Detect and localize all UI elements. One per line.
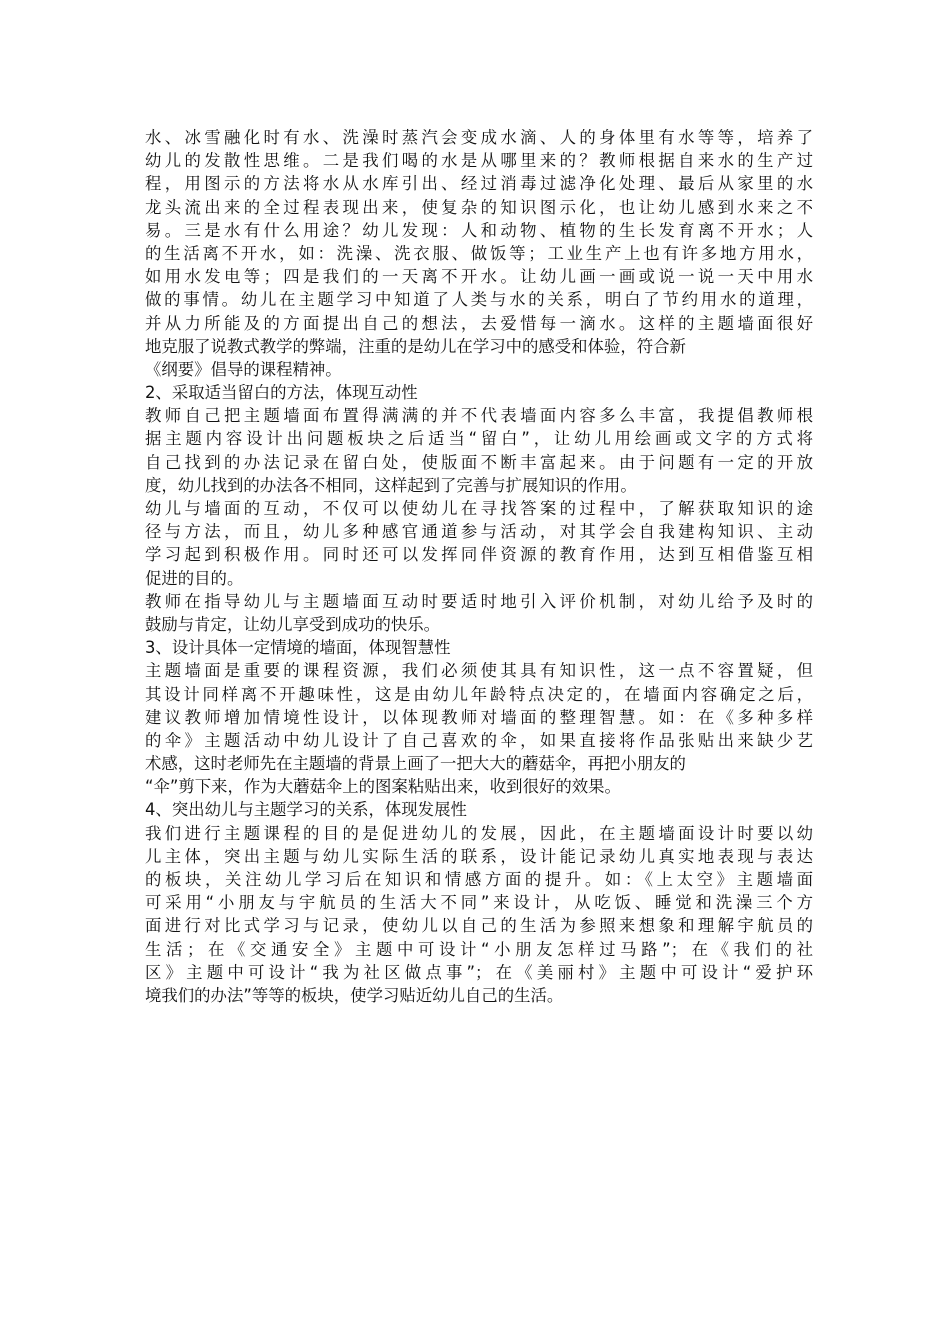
text-line: 自己找到的办法记录在留白处，使版面不断丰富起来。由于问题有一定的开放: [145, 452, 813, 472]
text-line: 水、冰雪融化时有水、洗澡时蒸汽会变成水滴、人的身体里有水等等，培养了: [145, 128, 813, 147]
text-line: 的生活离不开水，如：洗澡、洗衣服、做饭等；工业生产上也有许多地方用水，: [145, 243, 813, 263]
text-line: 3、设计具体一定情境的墙面，体现智慧性: [145, 638, 451, 658]
text-line: 程，用图示的方法将水从水库引出、经过消毒过滤净化处理、最后从家里的水: [145, 174, 813, 194]
text-line: 径与方法，而且，幼儿多种感官通道参与活动，对其学会自我建构知识、主动: [145, 522, 813, 542]
text-line: 面进行对比式学习与记录，使幼儿以自己的生活为参照来想象和理解宇航员的: [145, 916, 813, 936]
text-line: 的伞》主题活动中幼儿设计了自己喜欢的伞，如果直接将作品张贴出来缺少艺: [145, 730, 813, 750]
text-line: 做的事情。幼儿在主题学习中知道了人类与水的关系，明白了节约用水的道理，: [145, 290, 813, 310]
text-line: 《纲要》倡导的课程精神。: [145, 359, 342, 379]
text-line: 学习起到积极作用。同时还可以发挥同伴资源的教育作用，达到互相借鉴互相: [145, 545, 813, 565]
text-line: 度，幼儿找到的办法各不相同，这样起到了完善与扩展知识的作用。: [145, 475, 637, 495]
document-body: [145, 126, 813, 1007]
text-line: 鼓励与肯定，让幼儿享受到成功的快乐。: [145, 614, 441, 634]
text-line: 易。三是水有什么用途？幼儿发现：人和动物、植物的生长发育离不开水；人: [145, 220, 813, 240]
text-line: 2、采取适当留白的方法，体现互动性: [145, 383, 418, 403]
text-line: 生活；在《交通安全》主题中可设计“小朋友怎样过马路”；在《我们的社: [145, 939, 813, 959]
text-line: 主题墙面是重要的课程资源，我们必须使其具有知识性，这一点不容置疑，但: [145, 661, 813, 681]
text-line: 促进的目的。: [145, 568, 244, 588]
text-line: 的板块，关注幼儿学习后在知识和情感方面的提升。如：《上太空》主题墙面: [145, 870, 813, 889]
text-line: 境我们的办法”等等的板块，使学习贴近幼儿自己的生活。: [145, 985, 564, 1005]
text-line: 龙头流出来的全过程表现出来，使复杂的知识图示化，也让幼儿感到水来之不: [145, 197, 813, 217]
text-line: 建议教师增加情境性设计，以体现教师对墙面的整理智慧。如：在《多种多样: [145, 707, 813, 727]
text-line: 幼儿的发散性思维。二是我们喝的水是从哪里来的？教师根据自来水的生产过: [145, 151, 813, 171]
text-line: 可采用“小朋友与宇航员的生活大不同”来设计，从吃饭、睡觉和洗澡三个方: [145, 893, 813, 913]
text-line: 我们进行主题课程的目的是促进幼儿的发展，因此，在主题墙面设计时要以幼: [145, 823, 813, 843]
text-line: 如用水发电等；四是我们的一天离不开水。让幼儿画一画或说一说一天中用水: [145, 267, 813, 287]
text-line: 并从力所能及的方面提出自己的想法，去爱惜每一滴水。这样的主题墙面很好: [145, 313, 813, 333]
text-line: 教师自己把主题墙面布置得满满的并不代表墙面内容多么丰富，我提倡教师根: [145, 406, 813, 426]
text-line: 术感，这时老师先在主题墙的背景上画了一把大大的蘑菇伞，再把小朋友的: [145, 754, 686, 774]
text-line: 4、突出幼儿与主题学习的关系，体现发展性: [145, 800, 467, 820]
text-line: “伞”剪下来，作为大蘑菇伞上的图案粘贴出来，收到很好的效果。: [145, 777, 621, 797]
text-line: 地克服了说教式教学的弊端，注重的是幼儿在学习中的感受和体验，符合新: [145, 336, 686, 356]
text-line: 儿主体，突出主题与幼儿实际生活的联系，设计能记录幼儿真实地表现与表达: [145, 846, 813, 866]
text-line: 教师在指导幼儿与主题墙面互动时要适时地引入评价机制，对幼儿给予及时的: [145, 591, 813, 611]
text-line: 其设计同样离不开趣味性，这是由幼儿年龄特点决定的，在墙面内容确定之后，: [145, 684, 813, 704]
text-line: 幼儿与墙面的互动，不仅可以使幼儿在寻找答案的过程中，了解获取知识的途: [145, 499, 813, 518]
text-line: 区》主题中可设计“我为社区做点事”；在《美丽村》主题中可设计“爱护环: [145, 962, 813, 982]
text-line: 据主题内容设计出问题板块之后适当“留白”，让幼儿用绘画或文字的方式将: [145, 429, 813, 449]
